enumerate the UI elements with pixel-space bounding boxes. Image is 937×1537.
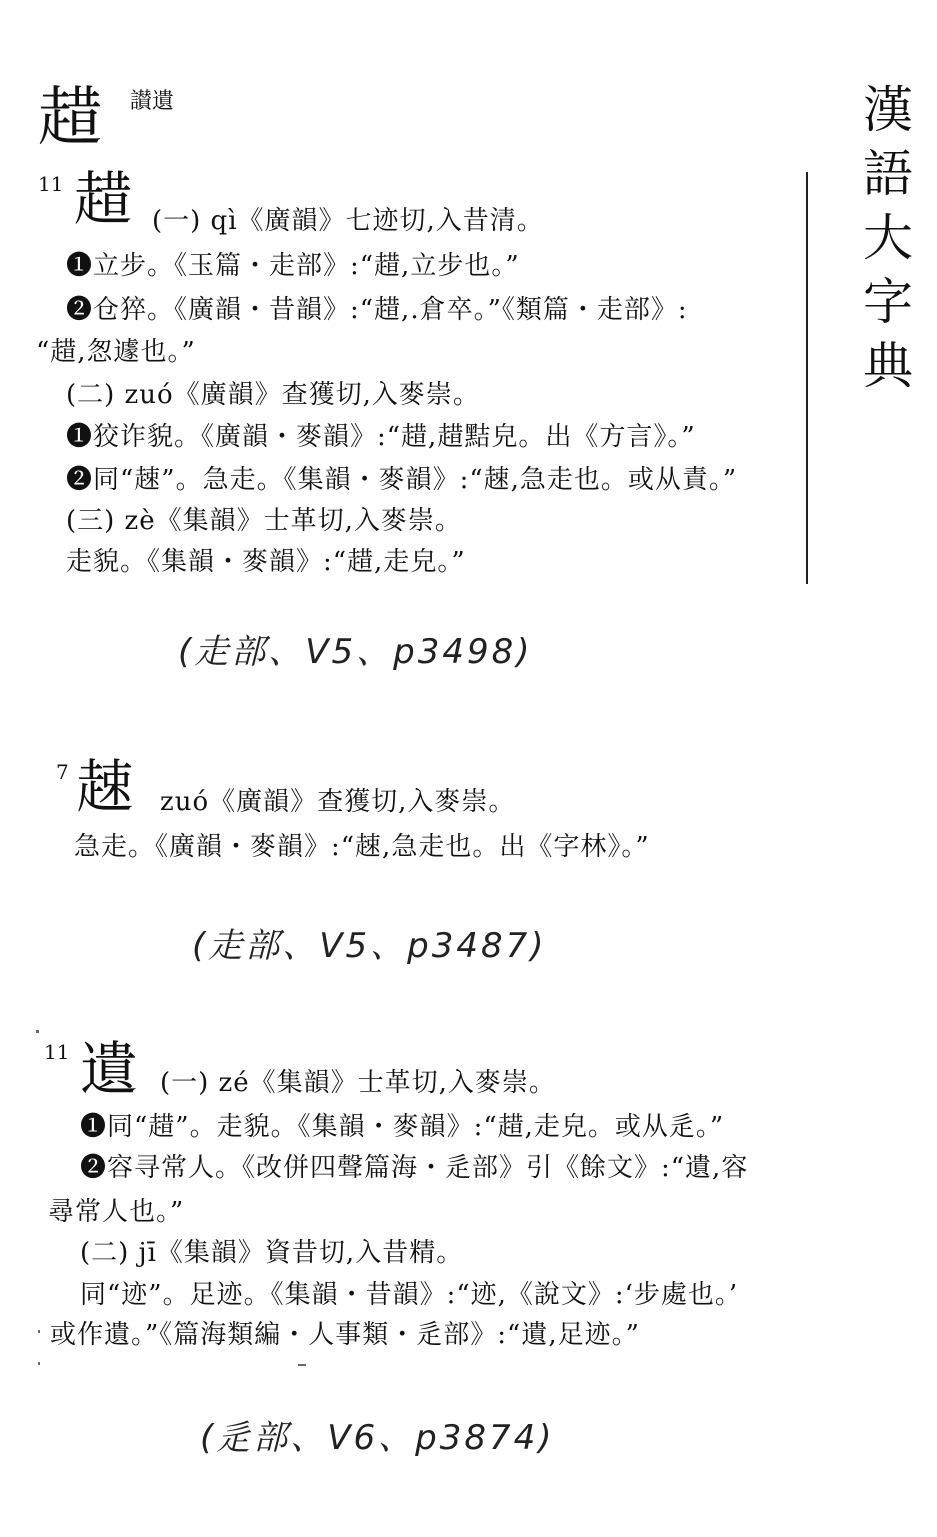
vertical-divider [806, 172, 808, 584]
header-character: 趞 [38, 81, 102, 155]
handwritten-reference: (走部、V5、p3498) [178, 632, 533, 672]
title-char-2: 語 [863, 145, 913, 203]
scan-speck [38, 1362, 40, 1365]
entry-character: 趞 [74, 165, 133, 233]
entry-character: 趚 [76, 753, 135, 821]
entry-line: ❷同“趚”。急走。《集韻・麥韻》:“趚,急走也。或从責。” [66, 465, 738, 495]
handwritten-reference: (走部、V5、p3487) [192, 926, 547, 966]
dictionary-title [858, 78, 918, 398]
scan-speck [36, 1030, 39, 1033]
stroke-count: 11 [44, 1040, 70, 1064]
entry-line: (二) jī《集韻》資昔切,入昔精。 [80, 1238, 464, 1268]
handwritten-reference: (辵部、V6、p3874) [200, 1418, 555, 1458]
entry-line: ❷容寻常人。《改併四聲篇海・辵部》引《餘文》:“遺,容 [80, 1153, 749, 1183]
stroke-count: 11 [38, 172, 64, 196]
entry-character: 遺 [80, 1035, 139, 1103]
entry-line: 走貌。《集韻・麥韻》:“趞,走皃。” [66, 547, 466, 577]
entry-line: (一) zé《集韻》士革切,入麥崇。 [160, 1068, 556, 1098]
title-char-5: 典 [863, 337, 913, 395]
entry-line: ❶狡诈貌。《廣韻・麥韻》:“趞,趞黠皃。出《方言》。” [66, 422, 696, 452]
entry-line: 尋常人也。” [48, 1197, 185, 1227]
scan-speck [298, 1364, 306, 1366]
entry-line: ❷仓猝。《廣韻・昔韻》:“趞,.倉卒。”《類篇・走部》: [66, 295, 688, 325]
entry-line: 急走。《廣韻・麥韻》:“趚,急走也。出《字林》。” [74, 832, 650, 862]
entry-line: ❶同“趞”。走貌。《集韻・麥韻》:“趞,走皃。或从辵。” [80, 1112, 725, 1142]
scan-speck [38, 1330, 40, 1333]
header-variants: 讃遺 [130, 89, 175, 114]
title-char-1: 漢 [863, 81, 913, 139]
entry-line: 或作遺。”《篇海類編・人事類・辵部》:“遺,足迹。” [50, 1320, 640, 1350]
entry-line: 同“迹”。足迹。《集韻・昔韻》:“迹,《說文》:‘步處也。’ [80, 1280, 739, 1310]
entry-line: (一) qì《廣韻》七迹切,入昔清。 [152, 206, 544, 236]
stroke-count: 7 [56, 760, 69, 784]
entry-line: “趞,怱遽也。” [36, 337, 196, 367]
entry-line: (二) zuó《廣韻》查獲切,入麥崇。 [66, 380, 480, 410]
entry-line: zuó《廣韻》查獲切,入麥崇。 [160, 787, 516, 817]
title-char-4: 字 [863, 273, 913, 331]
title-char-3: 大 [863, 209, 913, 267]
entry-line: ❶立步。《玉篇・走部》:“趞,立步也。” [66, 251, 520, 281]
entry-line: (三) zè《集韻》士革切,入麥崇。 [66, 506, 462, 536]
